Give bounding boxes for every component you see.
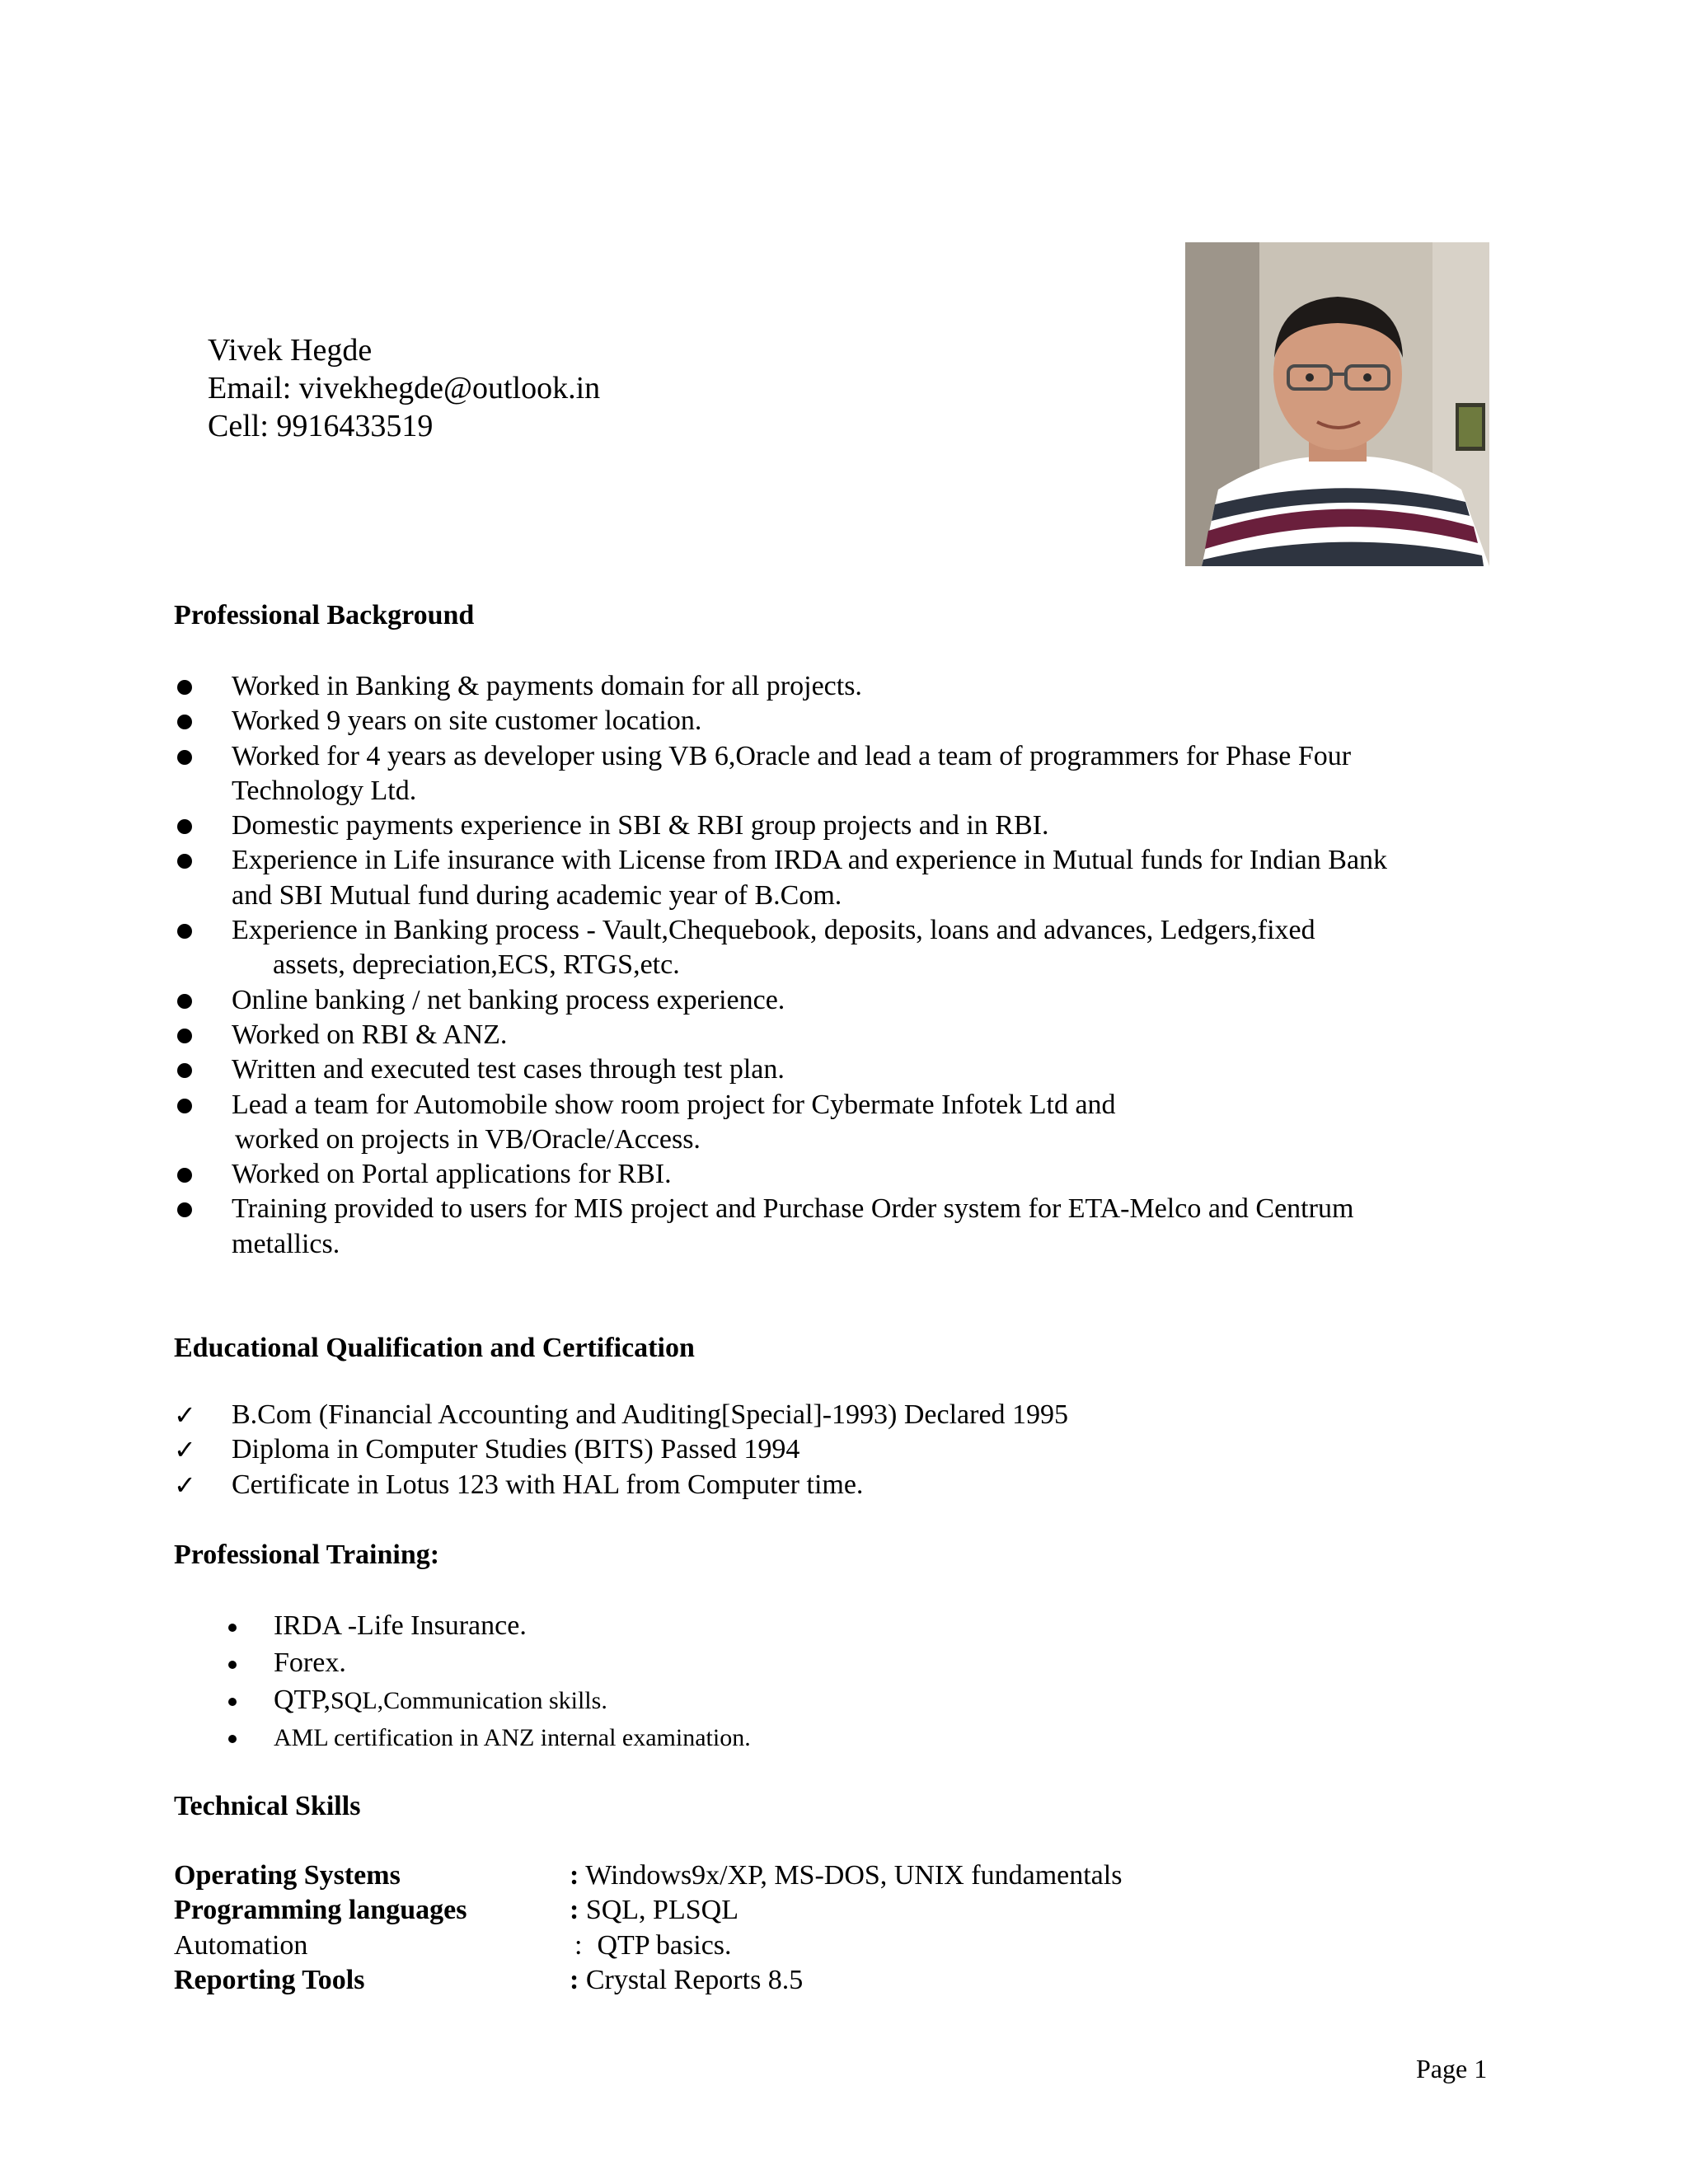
list-item: Experience in Banking process - Vault,Chequebook, deposits, loans and advances, Ledgers,fixed assets, depreciation,ECS, RTGS,etc. bbox=[174, 913, 1666, 983]
bullet-icon bbox=[228, 1661, 237, 1669]
training-list bbox=[223, 1609, 751, 1757]
bullet-icon bbox=[177, 1168, 192, 1183]
contact-block bbox=[208, 331, 600, 445]
email-line: Email: vivekhegde@outlook.in bbox=[208, 371, 601, 405]
technical-skills-heading: Technical Skills bbox=[174, 1791, 361, 1821]
checkmark-icon: ✓ bbox=[174, 1434, 196, 1466]
bullet-icon bbox=[228, 1624, 237, 1632]
education-heading: Educational Qualification and Certification bbox=[174, 1333, 695, 1363]
bullet-icon bbox=[177, 715, 192, 729]
list-item: AML certification in ANZ internal examination. bbox=[223, 1720, 751, 1757]
bullet-icon bbox=[177, 750, 192, 765]
list-item: ✓ Certificate in Lotus 123 with HAL from Computer time. bbox=[174, 1468, 1068, 1502]
bullet-icon bbox=[177, 994, 192, 1009]
list-item: Worked on RBI & ANZ. bbox=[174, 1018, 1666, 1052]
bullet-icon bbox=[177, 1099, 192, 1113]
list-item: Online banking / net banking process experience. bbox=[174, 983, 1666, 1018]
bullet-icon bbox=[177, 1063, 192, 1078]
skill-value: : Crystal Reports 8.5 bbox=[570, 1964, 804, 1995]
skill-key: Reporting Tools bbox=[174, 1964, 365, 1995]
bullet-icon bbox=[177, 680, 192, 695]
professional-training-heading: Professional Training: bbox=[174, 1540, 440, 1570]
cell-line: Cell: 9916433519 bbox=[208, 409, 434, 443]
checkmark-icon: ✓ bbox=[174, 1469, 196, 1501]
skill-value: : QTP basics. bbox=[574, 1929, 732, 1961]
list-item: Worked on Portal applications for RBI. bbox=[174, 1157, 1666, 1192]
list-item: Worked in Banking & payments domain for all projects. bbox=[174, 669, 1666, 704]
bullet-icon bbox=[177, 854, 192, 869]
bullet-icon bbox=[177, 1202, 192, 1217]
list-item: Domestic payments experience in SBI & RBI group projects and in RBI. bbox=[174, 808, 1666, 843]
list-item: IRDA -Life Insurance. bbox=[223, 1609, 751, 1646]
skill-key: Automation bbox=[174, 1929, 308, 1961]
skill-value: : Windows9x/XP, MS-DOS, UNIX fundamentals bbox=[570, 1860, 1123, 1891]
list-item: Written and executed test cases through test plan. bbox=[174, 1052, 1666, 1087]
list-item: QTP,SQL,Communication skills. bbox=[223, 1683, 751, 1720]
education-list bbox=[174, 1398, 1068, 1502]
list-item: Worked 9 years on site customer location. bbox=[174, 704, 1666, 738]
list-item: Experience in Life insurance with License from IRDA and experience in Mutual funds for Indian Bank and SBI Mutual fund during academic year of B.Com. bbox=[174, 843, 1666, 913]
bullet-icon bbox=[177, 819, 192, 834]
candidate-name: Vivek Hegde bbox=[208, 333, 373, 368]
list-item: ✓ Diploma in Computer Studies (BITS) Passed 1994 bbox=[174, 1432, 1068, 1467]
list-item: ✓ B.Com (Financial Accounting and Auditing[Special]-1993) Declared 1995 bbox=[174, 1398, 1068, 1432]
page-number: Page 1 bbox=[1416, 2054, 1488, 2083]
professional-background-heading: Professional Background bbox=[174, 600, 475, 630]
skill-key: Operating Systems bbox=[174, 1860, 401, 1891]
bullet-icon bbox=[177, 924, 192, 939]
list-item: Lead a team for Automobile show room project for Cybermate Infotek Ltd and worked on projects in VB/Oracle/Access. bbox=[174, 1088, 1666, 1158]
bullet-icon bbox=[228, 1698, 237, 1706]
list-item: Forex. bbox=[223, 1646, 751, 1683]
professional-background-list bbox=[174, 669, 1666, 1262]
skill-value: : SQL, PLSQL bbox=[570, 1895, 738, 1926]
bullet-icon bbox=[228, 1735, 237, 1743]
skill-key: Programming languages bbox=[174, 1895, 467, 1926]
list-item: Worked for 4 years as developer using VB 6,Oracle and lead a team of programmers for Phase Four Technology Ltd. bbox=[174, 739, 1666, 809]
list-item: Training provided to users for MIS project and Purchase Order system for ETA-Melco and Centrum metallics. bbox=[174, 1192, 1666, 1262]
profile-photo bbox=[1185, 242, 1489, 566]
bullet-icon bbox=[177, 1029, 192, 1043]
checkmark-icon: ✓ bbox=[174, 1399, 196, 1431]
